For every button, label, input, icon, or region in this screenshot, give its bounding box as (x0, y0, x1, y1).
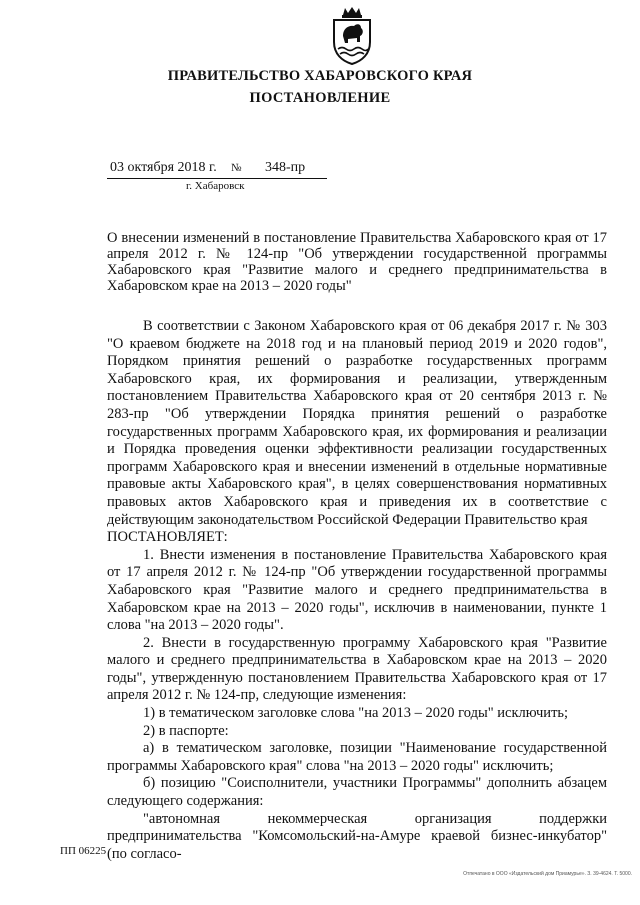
government-title: ПРАВИТЕЛЬСТВО ХАБАРОВСКОГО КРАЯ (167, 68, 473, 84)
preamble-paragraph: В соответствии с Законом Хабаровского края от 06 декабря 2017 г. № 303 "О краевом бюджете на 2018 год и на плановый период 2019 и 2020 годов", Порядком принятия решений о разработке государственных программ Хабаровского края, их формирования и реализации, утвержденным постановлением Правительства Хабаровского края от 20 сентября 2013 г. № 283-пр "Об утверждении Порядка принятия решений о разработке государственных программ Хабаровского края, их формирования и реализации и Порядка проведения оценки эффективности реализации государственных программ Хабаровского края и внесении изменений в отдельные нормативные правовые акты Хабаровского края", в целях совершенствования нормативных правовых актов Хабаровского края и приведения их в соответствие с действующим законодательством Российской Федерации Правительство края (107, 318, 607, 528)
date-underline (107, 178, 327, 179)
print-note: Отпечатано в ООО «Издательский дом Приамурье». З. 39-4624. Т. 5000. (463, 871, 632, 877)
document-type: ПОСТАНОВЛЕНИЕ (249, 90, 391, 106)
document-number: 348-пр (265, 160, 306, 175)
body-paragraph: "автономная некоммерческая организация поддержки предпринимательства "Комсомольский-на-Амуре краевой бизнес-инкубатор" (по согласо- (107, 810, 607, 862)
decree-word: ПОСТАНОВЛЯЕТ: (107, 529, 228, 546)
body-paragraph: 1) в тематическом заголовке слова "на 2013 – 2020 годы" исключить; (143, 705, 569, 722)
document-subject: О внесении изменений в постановление Правительства Хабаровского края от 17 апреля 2012 г. № 124-пр "Об утверждении государственной программы Хабаровского края "Развитие малого и среднего предпринимательства в Хабаровском крае на 2013 – 2020 годы" (107, 230, 607, 294)
document-code: ПП 06225 (60, 845, 107, 857)
number-sign: № (231, 162, 242, 174)
date-number-line (107, 160, 327, 178)
coat-of-arms-icon (328, 6, 376, 66)
body-paragraph: 1. Внести изменения в постановление Правительства Хабаровского края от 17 апреля 2012 г. № 124-пр "Об утверждении государственной программы Хабаровского края "Развитие малого и среднего предпринимательства в Хабаровском крае на 2013 – 2020 годы", исключив в наименовании, пункте 1 слова "на 2013 – 2020 годы". (107, 546, 607, 634)
body-paragraph: 2) в паспорте: (143, 722, 229, 739)
document-date: 03 октября 2018 г. (110, 160, 217, 175)
body-paragraph: б) позицию "Соисполнители, участники Программы" дополнить абзацем следующего содержания: (107, 775, 607, 810)
body-paragraph: а) в тематическом заголовке, позиции "Наименование государственной программы Хабаровского края" слова "на 2013 – 2020 годы" исключить; (107, 740, 607, 774)
document-body (107, 318, 607, 863)
body-paragraph: 2. Внести в государственную программу Хабаровского края "Развитие малого и среднего предпринимательства в Хабаровском крае на 2013 – 2020 годы", утвержденную постановлением Правительства Хабаровского края от 17 апреля 2012 г. № 124-пр, следующие изменения: (107, 634, 607, 704)
document-city: г. Хабаровск (186, 180, 245, 192)
